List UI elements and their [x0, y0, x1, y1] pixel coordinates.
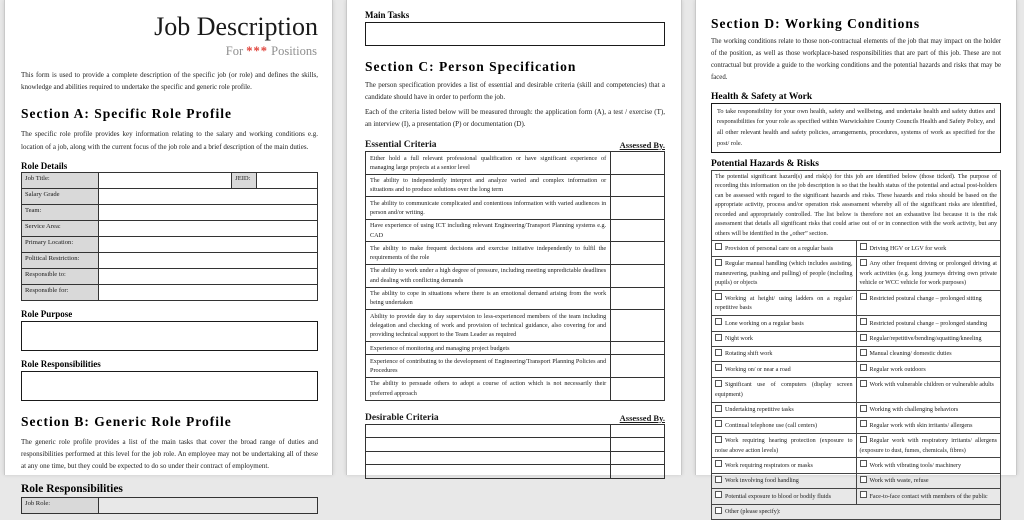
health-safety-heading: Health & Safety at Work	[711, 91, 813, 102]
hazard-item	[712, 473, 857, 488]
hazard-item	[856, 377, 1001, 402]
hazard-label: Work with waste, refuse	[869, 478, 929, 485]
role-details-row	[22, 220, 318, 236]
hazards-intro-row	[712, 171, 1001, 241]
hazard-item	[712, 256, 857, 290]
assessed-by-cell[interactable]	[611, 174, 665, 197]
checkbox-icon[interactable]	[860, 349, 867, 356]
hazard-row	[712, 418, 1001, 433]
role-details-row	[22, 284, 318, 300]
checkbox-icon[interactable]	[715, 405, 722, 412]
hazard-item	[856, 362, 1001, 377]
hazard-row	[712, 377, 1001, 402]
checkbox-icon[interactable]	[860, 364, 867, 371]
hazard-label: Regular manual handling (which includes assisting, maneuvering, pushing and pulling) of people (including pupils) or objects	[715, 261, 853, 287]
essential-criteria-heading: Essential Criteria	[365, 140, 437, 150]
criteria-row	[366, 219, 665, 242]
checkbox-icon[interactable]	[715, 436, 722, 443]
criteria-row	[366, 152, 665, 175]
checkbox-icon[interactable]	[715, 364, 722, 371]
checkbox-icon[interactable]	[860, 318, 867, 325]
hazard-item	[712, 402, 857, 417]
hazard-item	[856, 433, 1001, 458]
assessed-by-cell[interactable]	[611, 451, 665, 465]
hazard-row	[712, 362, 1001, 377]
hazard-item	[712, 241, 857, 256]
assessed-by-cell[interactable]	[611, 465, 665, 479]
hazard-other-row	[712, 504, 1001, 519]
role-details-row	[22, 252, 318, 268]
hazard-row	[712, 256, 1001, 290]
field-label: Political Restriction:	[22, 252, 99, 268]
essential-criteria-table	[365, 151, 665, 401]
criteria-text: The ability to persuade others to adopt a course of action which is not necessarily their preferred approach	[366, 377, 611, 400]
hazard-item	[856, 458, 1001, 473]
criteria-row	[366, 342, 665, 355]
role-purpose-field[interactable]	[21, 321, 318, 351]
assessed-by-cell[interactable]	[611, 152, 665, 175]
criteria-text: Have experience of using ICT including relevant Engineering/Transport Planning systems e.g. CAD	[366, 219, 611, 242]
hazard-label: Regular work outdoors	[869, 366, 926, 373]
hazard-row	[712, 489, 1001, 504]
hazard-item	[712, 418, 857, 433]
criteria-text: The ability to work under a high degree of pressure, including meeting unpredictable deadlines and dealing with conflicting demands	[366, 264, 611, 287]
criteria-row	[366, 264, 665, 287]
checkbox-icon[interactable]	[715, 259, 722, 266]
hazard-label: Regular work with respiratory irritants/ allergens (exposure to dust, fumes, chemicals, fibres)	[859, 438, 997, 454]
hazard-row	[712, 346, 1001, 361]
criteria-row	[366, 310, 665, 342]
hazard-item	[712, 331, 857, 346]
desirable-criteria-heading: Desirable Criteria	[365, 412, 439, 423]
checkbox-icon[interactable]	[860, 460, 867, 467]
desirable-empty-row	[366, 465, 665, 479]
hazard-row	[712, 241, 1001, 256]
criteria-field[interactable]	[366, 424, 611, 438]
jeid-label: JEID:	[232, 172, 257, 188]
hazard-item	[856, 402, 1001, 417]
criteria-row	[366, 174, 665, 197]
checkbox-icon[interactable]	[860, 405, 867, 412]
field-label: Responsible for:	[22, 284, 99, 300]
hazard-label: Face-to-face contact with members of the public	[869, 493, 988, 500]
field-value[interactable]	[98, 252, 317, 268]
desirable-criteria-table	[365, 424, 665, 479]
criteria-row	[366, 287, 665, 310]
section-c-paragraph-1: The person specification provides a list of essential and desirable criteria (skill and competencies) that a candidate should have in order to perform the job.	[365, 81, 665, 102]
assessed-by-cell[interactable]	[611, 310, 665, 342]
checkbox-icon[interactable]	[860, 491, 867, 498]
assessed-by-cell[interactable]	[611, 355, 665, 378]
checkbox-icon[interactable]	[860, 334, 867, 341]
role-responsibilities-field[interactable]	[21, 371, 318, 401]
hazard-item	[856, 241, 1001, 256]
desirable-criteria-header	[365, 413, 665, 423]
field-value[interactable]	[98, 204, 317, 220]
main-tasks-field[interactable]	[365, 22, 665, 46]
checkbox-icon[interactable]	[860, 436, 867, 443]
hazard-item	[712, 458, 857, 473]
field-value[interactable]	[98, 220, 317, 236]
hazard-item	[712, 377, 857, 402]
hazard-item	[712, 316, 857, 331]
checkbox-icon[interactable]	[715, 293, 722, 300]
desirable-empty-row	[366, 438, 665, 452]
role-details-table	[21, 172, 318, 301]
hazard-row	[712, 458, 1001, 473]
checkbox-icon[interactable]	[715, 318, 722, 325]
hazard-item	[712, 346, 857, 361]
hazard-item	[856, 489, 1001, 504]
hazard-label: Regular work with skin irritants/ allergens	[869, 422, 973, 429]
hazard-label: Work requiring respirators or masks	[725, 462, 813, 469]
hazard-item	[712, 489, 857, 504]
field-label: Team:	[22, 204, 99, 220]
desirable-empty-row	[366, 451, 665, 465]
checkbox-icon[interactable]	[860, 420, 867, 427]
hazard-row	[712, 433, 1001, 458]
hazard-row	[712, 291, 1001, 316]
role-details-row	[22, 172, 318, 188]
assessed-by-cell[interactable]	[611, 377, 665, 400]
hazard-label: Work requiring hearing protection (exposure to noise above action levels)	[715, 438, 853, 454]
hazard-label: Work with vibrating tools/ machinery	[869, 462, 962, 469]
section-b-heading: Section B: Generic Role Profile	[21, 413, 232, 429]
assessed-by-cell[interactable]	[611, 264, 665, 287]
criteria-text: Experience of contributing to the development of Engineering/Transport Planning Policies and Procedures	[366, 355, 611, 378]
criteria-field[interactable]	[366, 465, 611, 479]
desirable-empty-row	[366, 424, 665, 438]
field-label: Service Area:	[22, 220, 99, 236]
hazard-label: Work involving food handling	[725, 478, 799, 485]
criteria-text: Experience of monitoring and managing project budgets	[366, 342, 611, 355]
checkbox-icon[interactable]	[715, 349, 722, 356]
checkbox-icon[interactable]	[715, 460, 722, 467]
assessed-by-cell[interactable]	[611, 219, 665, 242]
hazard-item	[856, 316, 1001, 331]
hazard-item	[712, 504, 1001, 519]
checkbox-icon[interactable]	[715, 243, 722, 250]
checkbox-icon[interactable]	[860, 259, 867, 266]
hazard-item	[712, 362, 857, 377]
hazard-label: Working at height/ using ladders on a regular/ repetitive basis	[715, 295, 853, 312]
page-2	[346, 0, 682, 475]
checkbox-icon[interactable]	[715, 476, 722, 483]
hazard-label: Potential exposure to blood or bodily fluids	[725, 493, 831, 500]
assessed-by-cell[interactable]	[611, 242, 665, 265]
section-a-heading: Section A: Specific Role Profile	[21, 106, 232, 122]
field-label: Salary Grade	[22, 188, 99, 204]
hazard-label: Any other frequent driving or prolonged driving at work activities (e.g. long journeys driving own private vehicle or WCC vehicle for work purposes)	[859, 261, 997, 287]
section-c-heading: Section C: Person Specification	[365, 59, 577, 74]
field-value[interactable]	[98, 268, 317, 284]
checkbox-icon[interactable]	[715, 420, 722, 427]
criteria-text: Ability to provide day to day supervision to less-experienced members of the team including delegation and checking of work and provision of technical guidance, also covering for and providing technical support to the Team Leader as required	[366, 310, 611, 342]
hazard-item	[856, 256, 1001, 290]
section-b-paragraph: The generic role profile provides a list of the main tasks that cover the broad range of duties and responsibilities performed at this level for the job role. An employee may not be undertaking all of these at any one time, but they could be expected to do so under their contract of employment.	[21, 437, 318, 471]
hazard-row	[712, 473, 1001, 488]
hazard-item	[856, 331, 1001, 346]
job-role-table	[21, 497, 318, 514]
desirable-assessed-by-heading: Assessed By.	[619, 412, 665, 423]
hazard-label: Night work	[725, 336, 753, 342]
checkbox-icon[interactable]	[860, 243, 867, 250]
criteria-field[interactable]	[366, 438, 611, 452]
job-title-label: Job Title:	[22, 172, 99, 188]
hazards-table	[711, 170, 1001, 520]
criteria-text: Either hold a full relevant professional qualification or have significant experience of managing large projects at a senior level	[366, 152, 611, 175]
page-1	[4, 0, 333, 507]
checkbox-icon[interactable]	[860, 380, 867, 387]
criteria-text: The ability to cope in situations where there is an emotional demand arising from the work being undertaken	[366, 287, 611, 310]
assessed-by-cell[interactable]	[611, 342, 665, 355]
job-role-field[interactable]	[98, 497, 317, 513]
criteria-field[interactable]	[366, 451, 611, 465]
checkbox-icon[interactable]	[860, 476, 867, 483]
field-value[interactable]	[98, 284, 317, 300]
hazard-item	[856, 346, 1001, 361]
hazard-label: Undertaking repetitive tasks	[725, 407, 794, 414]
hazard-item	[712, 291, 857, 316]
checkbox-icon[interactable]	[715, 334, 722, 341]
role-details-row	[22, 204, 318, 220]
hazard-label: Other (please specify):	[725, 509, 781, 516]
checkbox-icon[interactable]	[860, 293, 867, 300]
role-details-row	[22, 268, 318, 284]
hazard-label: Significant use of computers (display screen equipment)	[715, 382, 853, 398]
hazard-item	[712, 433, 857, 458]
hazards-intro: The potential significant hazard(s) and risk(s) for this job are identified below (those ticked). The purpose of recording this information on the job description is so that the health status of the potential and actual post-holders can be assessed with regard to the significant hazards and risks. These hazards and risks should be based on the appropriate activity, process and/or operation risk assessment whereby all of the significant risks are identified, recorded and appropriately controlled. The list below is therefore not an exhaustive list because it is the risk assessment that details all significant risks that could arise out of or in connection with the work activity, but any others will be identified in the „other” section.	[712, 171, 1001, 241]
role-responsibilities-heading: Role Responsibilities	[21, 358, 101, 369]
hazard-item	[856, 291, 1001, 316]
hazard-row	[712, 402, 1001, 417]
redacted-stars: ***	[246, 43, 269, 58]
criteria-row	[366, 197, 665, 220]
generic-role-responsibilities-heading: Role Responsibilities	[21, 482, 123, 495]
criteria-row	[366, 377, 665, 400]
criteria-text: The ability to independently interpret and analyze varied and complex information or situations and to produce solutions over the long term	[366, 174, 611, 197]
essential-criteria-header	[365, 140, 665, 150]
role-details-row	[22, 188, 318, 204]
field-value[interactable]	[98, 236, 317, 252]
field-label: Primary Location:	[22, 236, 99, 252]
assessed-by-cell[interactable]	[611, 438, 665, 452]
criteria-row	[366, 355, 665, 378]
job-title-field[interactable]	[98, 172, 231, 188]
field-value[interactable]	[98, 188, 317, 204]
hazard-row	[712, 316, 1001, 331]
hazard-label: Working with challenging behaviors	[869, 407, 959, 414]
hazard-label: Working on/ or near a road	[725, 366, 791, 373]
hazard-item	[856, 473, 1001, 488]
hazard-label: Regular/repetitive/bending/squatting/kneeling	[869, 336, 982, 342]
hazard-label: Lone working on a regular basis	[725, 320, 804, 327]
hazard-label: Work with vulnerable children or vulnerable adults	[869, 382, 994, 389]
role-details-row	[22, 236, 318, 252]
main-tasks-heading: Main Tasks	[365, 10, 410, 20]
hazard-label: Manual cleaning/ domestic duties	[869, 351, 952, 358]
section-c-paragraph-2: Each of the criteria listed below will be measured through: the application form (A), a test / exercise (T), an interview (I), a presentation (P) or documentation (D).	[365, 107, 665, 128]
section-a-paragraph: The specific role profile provides key information relating to the salary and working conditions e.g. location of a job, along with the current focus of the job role and a brief description of the main duties.	[21, 130, 318, 151]
assessed-by-cell[interactable]	[611, 197, 665, 220]
hazard-label: Driving HGV or LGV for work	[869, 245, 947, 252]
checkbox-icon[interactable]	[715, 491, 722, 498]
criteria-text: The ability to make frequent decisions and exercise initiative independently to fulfil the requirements of the role	[366, 242, 611, 265]
page-3	[695, 0, 1017, 516]
document-subtitle: For *** Positions	[225, 43, 317, 58]
hazard-label: Provision of personal care on a regular basis	[725, 245, 834, 252]
job-role-label: Job Role:	[22, 497, 99, 513]
section-d-paragraph: The working conditions relate to those non-contractual elements of the job that may impact on the holder of the position, as well as those workplace-based responsibilities that are part of this job. These are not contractual but provide a guide to the working conditions and the potential hazards and risks that may be faced.	[711, 38, 1001, 81]
hazard-row	[712, 331, 1001, 346]
hazard-label: Rotating shift work	[725, 351, 773, 358]
document-title: Job Description	[154, 12, 318, 41]
criteria-row	[366, 242, 665, 265]
hazard-label: Continual telephone use (call centers)	[725, 422, 818, 429]
hazard-item	[856, 418, 1001, 433]
hazard-label: Restricted postural change – prolonged sitting	[869, 295, 982, 302]
job-role-row	[22, 497, 318, 513]
intro-paragraph: This form is used to provide a complete description of the specific job (or role) and defines the skills, knowledge and abilities required to undertake the specific and generic role profile.	[21, 70, 318, 92]
health-safety-box: To take responsibility for your own health, safety and wellbeing, and undertake health and safety duties and responsibilities for your role as specified within Warwickshire County Councils Health and Safety Policy, and all other relevant health and safety policies, arrangements, procedures, systems of work as specified for the post/ role.	[711, 103, 1001, 154]
essential-assessed-by-heading: Assessed By.	[619, 140, 665, 150]
section-d-heading: Section D: Working Conditions	[711, 16, 921, 31]
field-label: Responsible to:	[22, 268, 99, 284]
assessed-by-cell[interactable]	[611, 287, 665, 310]
hazards-heading: Potential Hazards & Risks	[711, 159, 819, 170]
role-details-heading: Role Details	[21, 160, 68, 171]
checkbox-icon[interactable]	[715, 507, 722, 514]
jeid-field[interactable]	[257, 172, 318, 188]
checkbox-icon[interactable]	[715, 380, 722, 387]
assessed-by-cell[interactable]	[611, 424, 665, 438]
criteria-text: The ability to communicate complicated and contentious information with varied audiences in person and/or writing.	[366, 197, 611, 220]
hazard-label: Restricted postural change – prolonged standing	[869, 320, 988, 327]
role-purpose-heading: Role Purpose	[21, 308, 73, 319]
